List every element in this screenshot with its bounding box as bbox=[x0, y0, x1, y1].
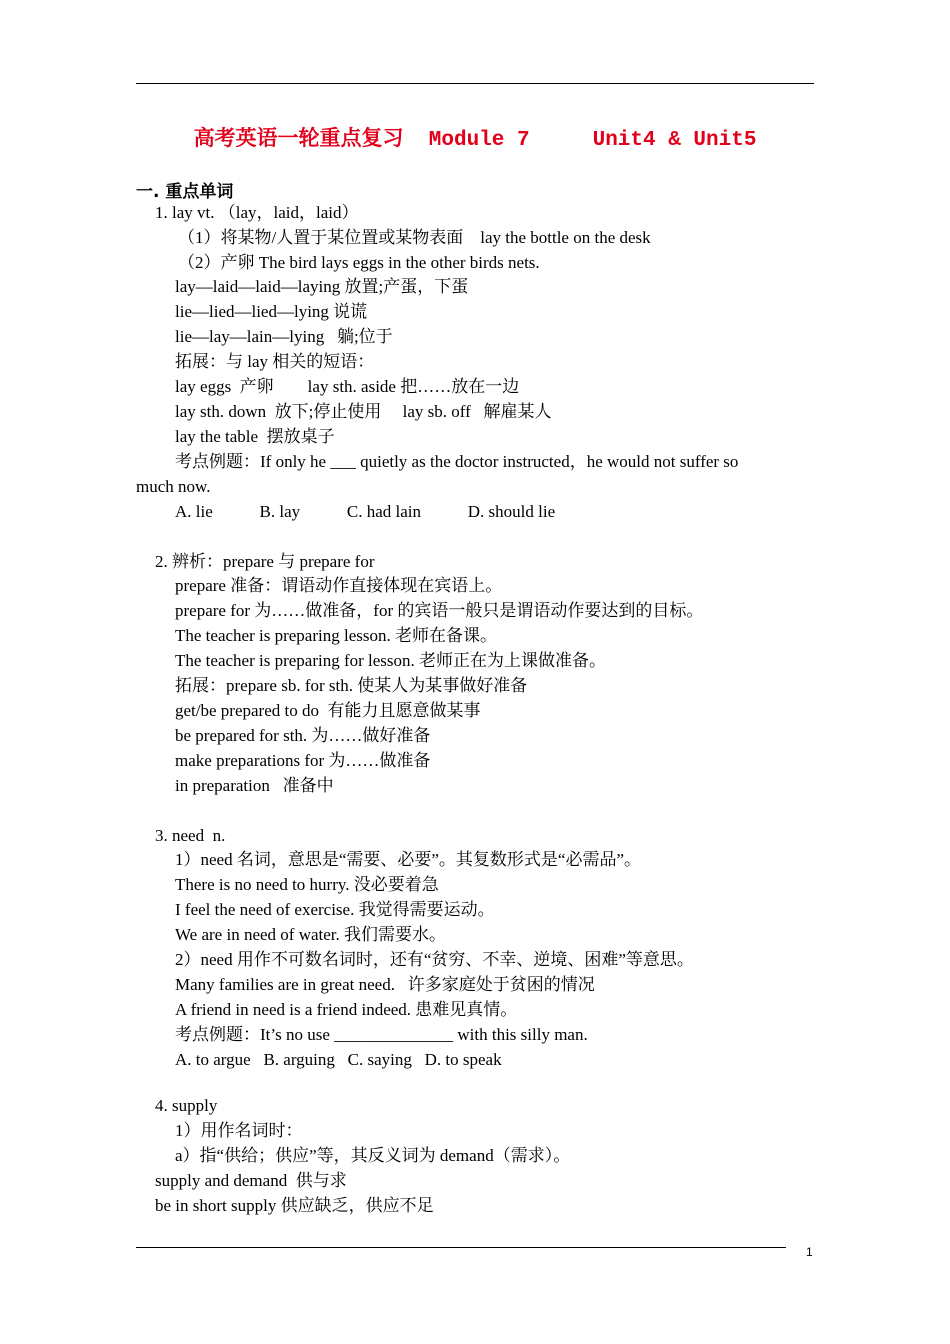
text-line: Many families are in great need. 许多家庭处于贫困的情况 bbox=[175, 975, 595, 994]
text-line: make preparations for 为……做准备 bbox=[175, 751, 431, 770]
text-line: lay—laid—laid—laying 放置;产蛋，下蛋 bbox=[175, 277, 469, 296]
text-line: supply and demand 供与求 bbox=[155, 1171, 347, 1190]
footer-rule bbox=[136, 1247, 786, 1248]
text-line: 2）need 用作不可数名词时，还有“贫穷、不幸、逆境、困难”等意思。 bbox=[175, 950, 694, 969]
text-line: lay eggs 产卵 lay sth. aside 把……放在一边 bbox=[175, 377, 520, 396]
text-line: be prepared for sth. 为……做好准备 bbox=[175, 726, 431, 745]
text-line: 拓展：prepare sb. for sth. 使某人为某事做好准备 bbox=[175, 676, 528, 695]
text-line: prepare 准备：谓语动作直接体现在宾语上。 bbox=[175, 576, 503, 595]
text-line: 1）need 名词，意思是“需要、必要”。其复数形式是“必需品”。 bbox=[175, 850, 642, 869]
exam-question: 考点例题：If only he ___ quietly as the doctor instructed，he would not suffer so bbox=[175, 452, 739, 471]
text-line: 1）用作名词时： bbox=[175, 1121, 303, 1140]
text-line: （1）将某物/人置于某位置或某物表面 lay the bottle on the desk bbox=[178, 228, 651, 247]
text-line: get/be prepared to do 有能力且愿意做某事 bbox=[175, 701, 481, 720]
page-title: 高考英语一轮重点复习 Module 7 Unit4 & Unit5 bbox=[193, 129, 757, 152]
item-heading-supply: 4. supply bbox=[155, 1096, 218, 1115]
text-line: much now. bbox=[136, 477, 211, 496]
text-line: The teacher is preparing for lesson. 老师正在为上课做准备。 bbox=[175, 651, 607, 670]
text-line: prepare for 为……做准备，for 的宾语一般只是谓语动作要达到的目标。 bbox=[175, 601, 704, 620]
section-heading: 一. 重点单词 bbox=[136, 182, 234, 202]
item-heading-lay: 1. lay vt. （lay，laid，laid） bbox=[155, 203, 359, 222]
text-line: 拓展：与 lay 相关的短语： bbox=[175, 352, 375, 371]
text-line: A friend in need is a friend indeed. 患难见真情。 bbox=[175, 1000, 518, 1019]
text-line: lie—lied—lied—lying 说谎 bbox=[175, 302, 368, 321]
answer-options: A. lie B. lay C. had lain D. should lie bbox=[175, 502, 556, 521]
exam-question: 考点例题：It’s no use ______________ with this silly man. bbox=[175, 1025, 588, 1044]
item-heading-need: 3. need n. bbox=[155, 826, 226, 845]
text-line: lay the table 摆放桌子 bbox=[175, 427, 335, 446]
page-number: 1 bbox=[806, 1245, 813, 1259]
answer-options: A. to argue B. arguing C. saying D. to speak bbox=[175, 1050, 502, 1069]
text-line: I feel the need of exercise. 我觉得需要运动。 bbox=[175, 900, 495, 919]
text-line: in preparation 准备中 bbox=[175, 776, 334, 795]
item-heading-prepare: 2. 辨析：prepare 与 prepare for bbox=[155, 552, 375, 571]
text-line: The teacher is preparing lesson. 老师在备课。 bbox=[175, 626, 497, 645]
text-line: lie—lay—lain—lying 躺;位于 bbox=[175, 327, 393, 346]
text-line: a）指“供给；供应”等，其反义词为 demand（需求）。 bbox=[175, 1146, 571, 1165]
text-line: （2）产卵 The bird lays eggs in the other birds nets. bbox=[178, 253, 540, 272]
text-line: We are in need of water. 我们需要水。 bbox=[175, 925, 447, 944]
text-line: There is no need to hurry. 没必要着急 bbox=[175, 875, 439, 894]
text-line: be in short supply 供应缺乏，供应不足 bbox=[155, 1196, 434, 1215]
text-line: lay sth. down 放下;停止使用 lay sb. off 解雇某人 bbox=[175, 402, 552, 421]
header-rule bbox=[136, 83, 814, 84]
